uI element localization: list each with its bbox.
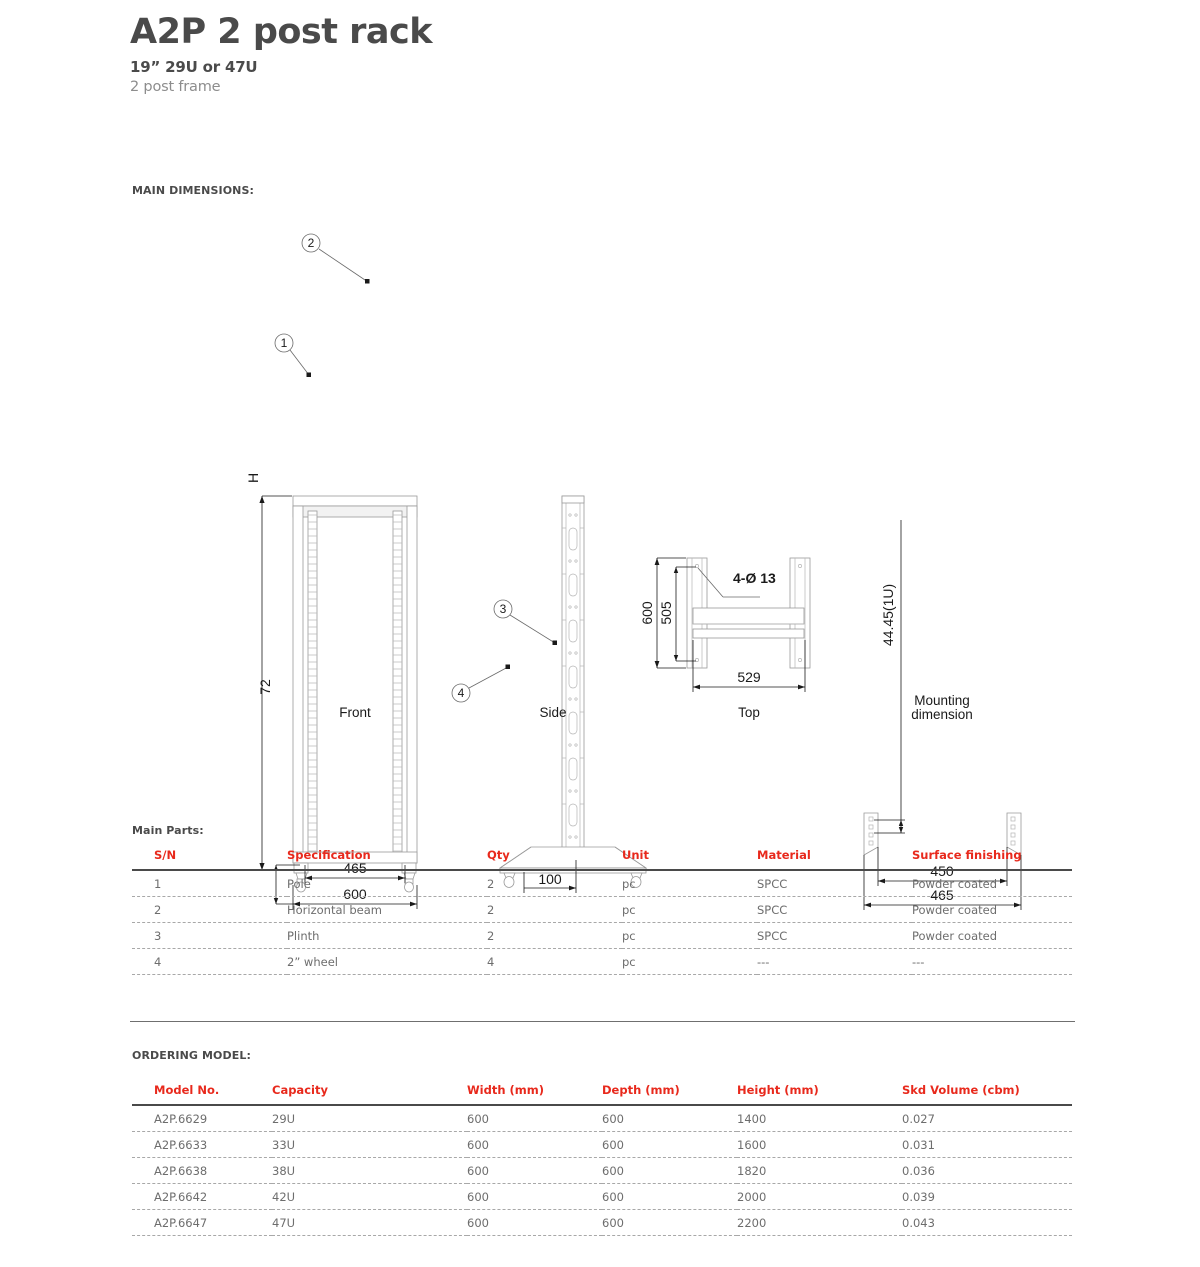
cell-qty: 2	[487, 897, 622, 923]
cell-sn: 2	[132, 897, 287, 923]
ordering-model-table	[132, 1083, 1072, 1236]
table-header-row	[132, 1083, 1072, 1105]
callout-bubble-2-label: 2	[307, 236, 315, 250]
side-view	[452, 496, 646, 893]
cell-spec: Horizontal beam	[287, 897, 487, 923]
cell-volume: 0.039	[902, 1184, 1072, 1210]
cell-capacity: 29U	[272, 1105, 467, 1132]
cell-surface: Powder coated	[912, 870, 1072, 897]
cell-model: A2P.6642	[132, 1184, 272, 1210]
cell-depth: 600	[602, 1158, 737, 1184]
cell-height: 1820	[737, 1158, 902, 1184]
cell-model: A2P.6638	[132, 1158, 272, 1184]
callout-bubble-4-label: 4	[457, 686, 465, 700]
mounting-view-caption-line2: dimension	[911, 707, 973, 722]
page-title: A2P 2 post rack	[130, 12, 433, 52]
cell-capacity: 33U	[272, 1132, 467, 1158]
main-parts-table	[132, 848, 1072, 975]
cell-spec: Plinth	[287, 923, 487, 949]
cell-spec: Pole	[287, 870, 487, 897]
cell-width: 600	[467, 1132, 602, 1158]
mounting-view-caption-line1: Mounting	[914, 693, 970, 708]
parts-col-unit: Unit	[622, 848, 757, 870]
cell-unit: pc	[622, 870, 757, 897]
cell-sn: 3	[132, 923, 287, 949]
table-row	[132, 1132, 1072, 1158]
table-row	[132, 1184, 1072, 1210]
front-height-label: H	[245, 472, 261, 483]
cell-sn: 4	[132, 949, 287, 975]
cell-material: ---	[757, 949, 912, 975]
callout-bubble-3-label: 3	[499, 602, 507, 616]
page-subtitle: 19” 29U or 47U	[130, 57, 258, 76]
main-parts-heading: Main Parts:	[132, 824, 204, 837]
cell-width: 600	[467, 1105, 602, 1132]
cell-surface: Powder coated	[912, 897, 1072, 923]
parts-col-qty: Qty	[487, 848, 622, 870]
top-inner-depth-dim: 505	[658, 601, 674, 625]
order-col-width: Width (mm)	[467, 1083, 602, 1105]
table-row	[132, 1105, 1072, 1132]
front-inner-width-dim: 465	[343, 860, 367, 876]
front-outer-width-dim: 600	[343, 886, 367, 902]
order-col-capacity: Capacity	[272, 1083, 467, 1105]
table-header-row	[132, 848, 1072, 870]
ordering-model-heading: ORDERING MODEL:	[132, 1049, 251, 1062]
cell-model: A2P.6647	[132, 1210, 272, 1236]
cell-material: SPCC	[757, 870, 912, 897]
top-view-caption: Top	[738, 705, 760, 720]
cell-capacity: 47U	[272, 1210, 467, 1236]
parts-col-material: Material	[757, 848, 912, 870]
cell-depth: 600	[602, 1210, 737, 1236]
cell-capacity: 42U	[272, 1184, 467, 1210]
order-col-model: Model No.	[132, 1083, 272, 1105]
front-view-caption: Front	[339, 705, 371, 720]
top-view	[639, 558, 810, 720]
order-col-depth: Depth (mm)	[602, 1083, 737, 1105]
cell-surface: Powder coated	[912, 923, 1072, 949]
mounting-hole-spacing-dim: 450	[930, 863, 954, 879]
cell-width: 600	[467, 1184, 602, 1210]
top-hole-note: 4-Ø 13	[733, 570, 776, 586]
cell-width: 600	[467, 1158, 602, 1184]
cell-height: 1600	[737, 1132, 902, 1158]
cell-volume: 0.031	[902, 1132, 1072, 1158]
cell-depth: 600	[602, 1105, 737, 1132]
table-row	[132, 870, 1072, 897]
parts-col-spec: Specification	[287, 848, 487, 870]
cell-unit: pc	[622, 923, 757, 949]
document-header	[130, 14, 432, 95]
cell-unit: pc	[622, 897, 757, 923]
table-row	[132, 897, 1072, 923]
cell-depth: 600	[602, 1132, 737, 1158]
cell-width: 600	[467, 1210, 602, 1236]
cell-spec: 2” wheel	[287, 949, 487, 975]
section-divider	[130, 1021, 1075, 1022]
cell-volume: 0.027	[902, 1105, 1072, 1132]
cell-surface: ---	[912, 949, 1072, 975]
cell-depth: 600	[602, 1184, 737, 1210]
cell-height: 2200	[737, 1210, 902, 1236]
top-outer-depth-dim: 600	[639, 601, 655, 625]
mounting-u-height-dim: 44.45(1U)	[880, 583, 896, 647]
side-plinth-dim: 100	[538, 871, 562, 887]
main-dimensions-heading: MAIN DIMENSIONS:	[132, 184, 254, 197]
order-col-height: Height (mm)	[737, 1083, 902, 1105]
cell-volume: 0.036	[902, 1158, 1072, 1184]
cell-height: 1400	[737, 1105, 902, 1132]
cell-qty: 2	[487, 923, 622, 949]
cell-qty: 4	[487, 949, 622, 975]
parts-col-surface: Surface finishing	[912, 848, 1072, 870]
page-tagline: 2 post frame	[130, 78, 221, 95]
cell-volume: 0.043	[902, 1210, 1072, 1236]
order-col-volume: Skd Volume (cbm)	[902, 1083, 1072, 1105]
cell-model: A2P.6633	[132, 1132, 272, 1158]
cell-material: SPCC	[757, 923, 912, 949]
cell-material: SPCC	[757, 897, 912, 923]
callout-bubble-1-label: 1	[280, 336, 288, 350]
cell-height: 2000	[737, 1184, 902, 1210]
front-base-height-dim: 72	[257, 679, 273, 695]
cell-model: A2P.6629	[132, 1105, 272, 1132]
table-row	[132, 1210, 1072, 1236]
parts-col-sn: S/N	[132, 848, 287, 870]
top-width-dim: 529	[737, 669, 761, 685]
table-row	[132, 923, 1072, 949]
cell-capacity: 38U	[272, 1158, 467, 1184]
mounting-overall-dim: 465	[930, 887, 954, 903]
table-row	[132, 949, 1072, 975]
side-view-caption: Side	[539, 705, 567, 720]
table-row	[132, 1158, 1072, 1184]
cell-sn: 1	[132, 870, 287, 897]
cell-qty: 2	[487, 870, 622, 897]
front-view	[245, 234, 417, 909]
cell-unit: pc	[622, 949, 757, 975]
